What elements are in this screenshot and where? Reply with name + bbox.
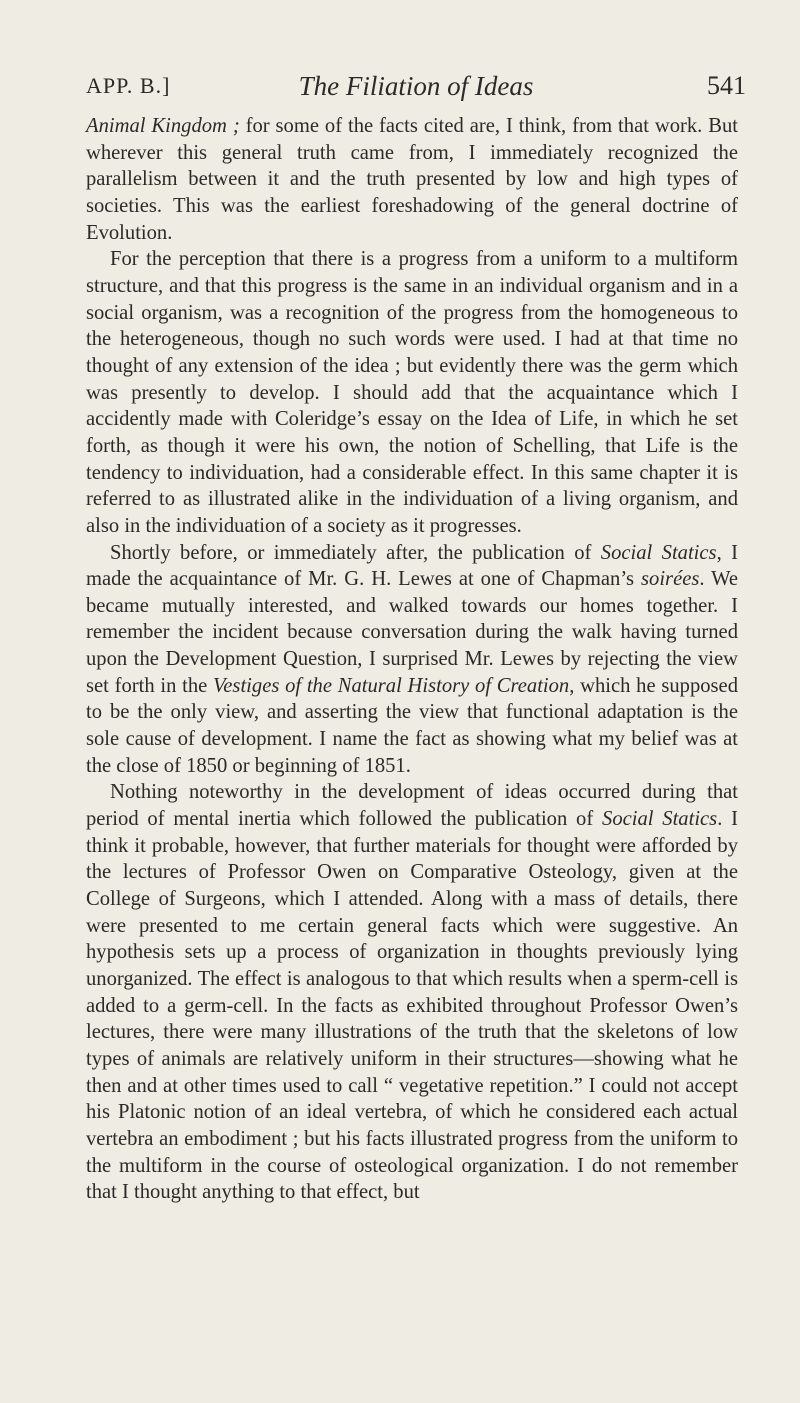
text-run: Nothing noteworthy in the development of ideas occurred during that period of mental inertia which followed the publication of: [86, 781, 738, 831]
paragraph: [86, 540, 738, 780]
text-run: , which he supposed to be the only view, and asserting the view that functional adaptation is the sole cause of development. I name the fact as showing what my belief was at the close of 1850 or beginning of 1851.: [86, 674, 738, 777]
page-number: 541: [707, 71, 746, 100]
paragraph: [86, 246, 738, 539]
italic-text: soirées: [641, 568, 700, 591]
text-run: Shortly before, or immediately after, the publication of: [110, 541, 601, 564]
italic-text: Animal Kingdom ;: [86, 115, 240, 137]
running-head: [86, 66, 746, 106]
running-title: The Filiation of Ideas: [298, 71, 534, 101]
text-run: . We became mutually interested, and walked towards our homes together. I remember the incident because conversation during the walk having turned upon the Development Question, I surprised Mr. Lewes by rejecting the view set forth in the: [86, 568, 739, 697]
text-run: For the perception that there is a progress from a uniform to a multiform structure, and that this progress is the same in an individual organism and in a social organism, was a recognition of the progress from the homogeneous to the heterogeneous, though no such words were used. I had at that time no thought of any extension of the idea ; but evidently there was the germ which was presently to develop. I should add that the acquaintance which I accidently made with Coleridge’s essay on the Idea of Life, in which he set forth, as though it were his own, the notion of Schelling, that Life is the tendency to individuation, had a considerable effect. In this same chapter it is referred to as illustrated alike in the individuation of a living organism, and also in the individuation of a society as it progresses.: [86, 248, 738, 537]
paragraph: [86, 113, 738, 246]
italic-text: Vestiges of the Natural History of Creation: [213, 674, 570, 697]
body-text: [86, 113, 738, 1206]
text-run: for some of the facts cited are, I think, from that work. But wherever this general truth came from, I immediately recognized the parallelism between it and the truth presented by low and high types of societies. This was the earliest foreshadowing of the general doctrine of Evolution.: [86, 115, 738, 244]
italic-text: Social Statics: [602, 808, 718, 831]
appendix-marker: APP. B.]: [86, 73, 171, 98]
text-run: , I made the acquaintance of Mr. G. H. Lewes at one of Chapman’s: [86, 541, 738, 591]
italic-text: Social Statics: [600, 541, 717, 564]
paragraph: [86, 779, 738, 1206]
text-run: . I think it probable, however, that further materials for thought were afforded by the lectures of Professor Owen on Comparative Osteology, given at the College of Surgeons, which I attended. Along with a mass of details, there were presented to me certain general facts which were suggestive. An hypothesis sets up a process of organization in thoughts previously lying unorganized. The effect is analogous to that which results when a sperm-cell is added to a germ-cell. In the facts as exhibited throughout Professor Owen’s lectures, there were many illustrations of the truth that the skeletons of low types of animals are relatively uniform in their structures—showing what he then and at other times used to call “ vegetative repetition.” I could not accept his Platonic notion of an ideal vertebra, of which he considered each actual vertebra an embodiment ; but his facts illustrated progress from the uniform to the multiform in the course of osteological organization. I do not remember that I thought anything to that effect, but: [86, 808, 738, 1204]
